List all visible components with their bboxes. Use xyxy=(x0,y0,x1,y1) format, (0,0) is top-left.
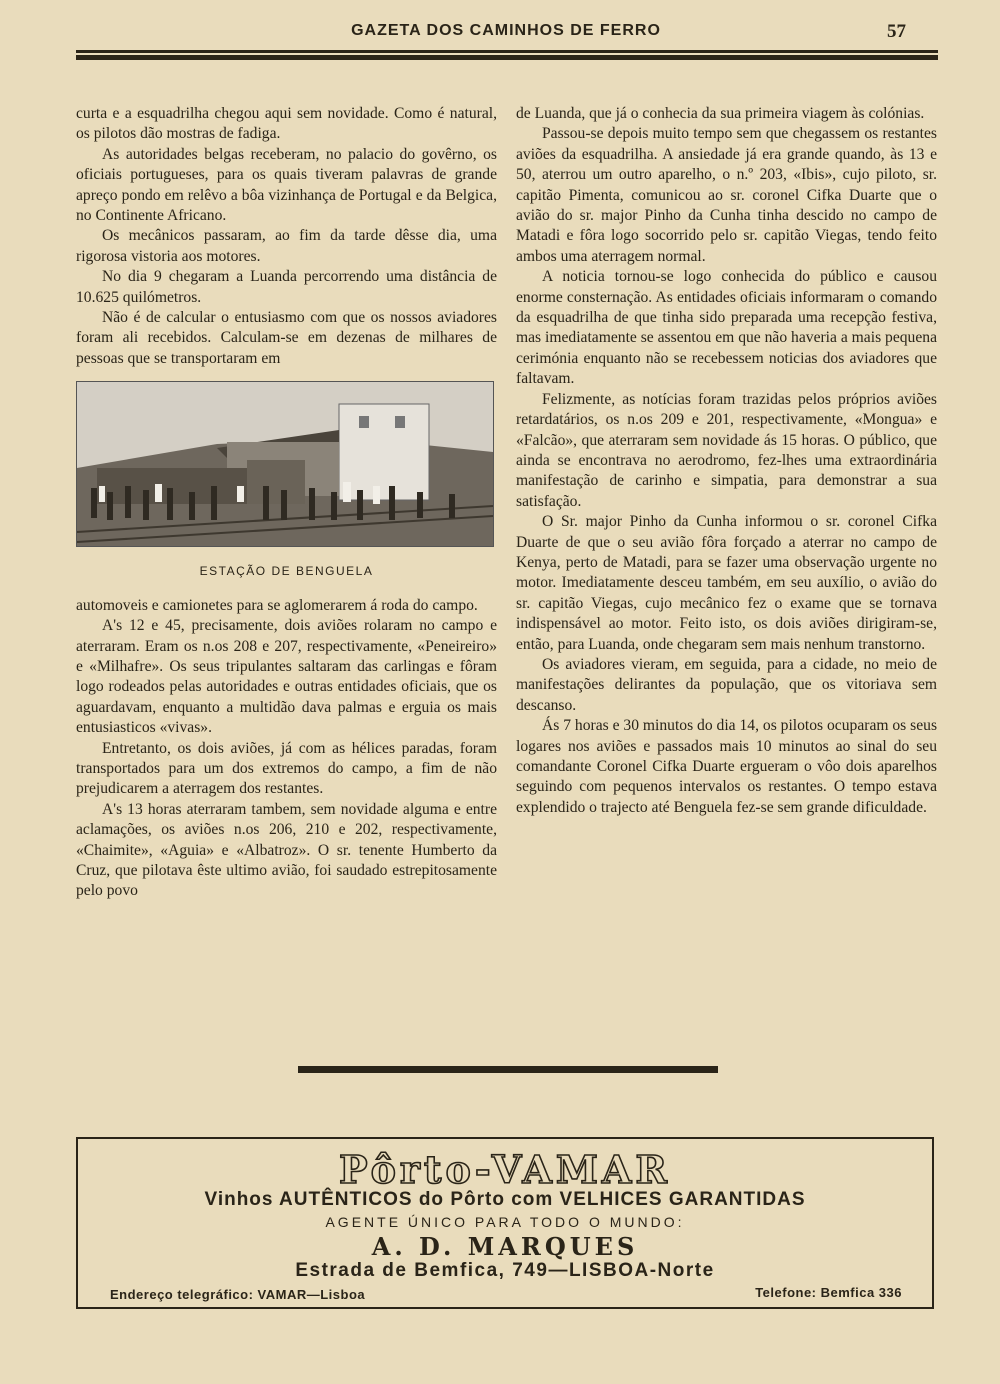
paragraph: Não é de calcular o entusiasmo com que os nossos aviadores foram ali recebidos. Calculam-se em dezenas de milhares de pessoas que se transportaram em xyxy=(76,309,497,367)
paragraph: Os mecânicos passaram, ao fim da tarde dêsse dia, uma rigorosa vistoria aos motores. xyxy=(76,227,497,265)
paragraph: Felizmente, as notícias foram trazidas pelos próprios aviões retardatários, os n.os 209 e 201, respectivamente, «Mongua» e «Falcão», que aterraram sem novidade ás 15 horas. O público, que ainda se encontrava no aerodromo, fez-lhes uma extraordinária manifestação de carinho e simpatia, para demonstrar a sua satisfação. xyxy=(516,390,937,510)
header-rule-thin xyxy=(76,50,938,53)
ad-address: Estrada de Bemfica, 749—LISBOA-Norte xyxy=(295,1260,715,1281)
paragraph: A's 12 e 45, precisamente, dois aviões rolaram no campo e aterraram. Eram os n.os 208 e 207, respectivamente, «Peneireiro» e «Milhafre». Os seus tripulantes saltaram das carlingas e fôram logo rodeados pelas autoridades e outras entidades oficiais, que os aguardavam, enquanto a multidão dava palmas e erguia os mais entusiasticos «vivas». xyxy=(76,617,497,737)
ad-agent-name: A. D. MARQUES xyxy=(371,1232,639,1261)
paragraph: Ás 7 horas e 30 minutos do dia 14, os pilotos ocuparam os seus logares nos aviões e passados mais 10 minutos ao sinal do seu comandante Coronel Cifka Duarte ergueram o vôo dois aparelhos seguindo com pequenos intervalos os restantes. O tempo estava explendido o trajecto até Benguela fez-se sem grande dificuldade. xyxy=(516,717,938,816)
paragraph: O Sr. major Pinho da Cunha informou o sr. coronel Cifka Duarte de que o seu avião fôra forçado a aterrar no campo de Kenya, perto de Matadi, para se fazer uma observação urgente no motor. Imediatamente desceu também, em seu auxílio, o avião do sr. capitão Viegas, cujo mecânico fez o exame que se tornava indispensável ao motor. Feito isto, os dois aviões dirigiram-se, então, para Luanda, onde chegaram sem mais nenhum transtorno. xyxy=(516,513,937,653)
paragraph: automoveis e camionetes para se aglomerarem á roda do campo. xyxy=(76,596,478,614)
paragraph: A noticia tornou-se logo conhecida do público e causou enorme consternação. As entidades oficiais informaram o comando da esquadrilha de que tinha sido preparada uma recepção festiva, mas imediatamente se assentou em que não haveria a mais pequena cerimónia enquanto não se recebessem noticias dos aviadores que faltavam. xyxy=(516,268,937,388)
page-header xyxy=(76,18,936,48)
paragraph: No dia 9 chegaram a Luanda percorrendo uma distância de 10.625 quilómetros. xyxy=(76,268,497,306)
station-illustration xyxy=(77,382,493,546)
advertisement-box xyxy=(76,1137,934,1309)
paragraph: As autoridades belgas receberam, no palacio do govêrno, os oficiais portugueses, para os quais tiveram palavras de grande apreço pondo em relêvo a bôa vizinhança de Portugal e da Belgica, no Continente Africano. xyxy=(76,145,497,225)
ad-brand-name: Pôrto-VAMAR xyxy=(339,1147,671,1192)
photo-caption: ESTAÇÃO DE BENGUELA xyxy=(199,564,374,579)
paragraph: Passou-se depois muito tempo sem que chegassem os restantes aviões da esquadrilha. A ansiedade já era grande quando, às 13 e 50, aterrou um outro aparelho, o n.º 203, «Ibis», cujo piloto, sr. capitão Pimenta, comunicou ao sr. coronel Cifka Duarte que o avião do sr. major Pinho da Cunha tinha descido no campo de Matadi e fôra logo socorrido pelo sr. capitão Viegas, tendo feito ambos uma aterragem normal. xyxy=(516,125,937,265)
left-column xyxy=(76,104,497,902)
station-photo xyxy=(76,381,494,547)
paragraph: Entretanto, os dois aviões, já com as hélices paradas, foram transportados para um dos extremos do campo, a fim de não prejudicarem a aterragem dos restantes. xyxy=(76,739,497,798)
ad-agent-label: AGENTE ÚNICO PARA TODO O MUNDO: xyxy=(325,1214,685,1230)
publication-title: GAZETA DOS CAMINHOS DE FERRO xyxy=(351,22,661,39)
paragraph: Os aviadores vieram, em seguida, para a cidade, no meio de manifestações delirantes da população, que os vitoriava sem descanso. xyxy=(516,655,937,714)
ad-tagline: Vinhos AUTÊNTICOS do Pôrto com VELHICES GARANTIDAS xyxy=(204,1189,806,1210)
right-column xyxy=(516,104,937,818)
paragraph: de Luanda, que já o conhecia da sua primeira viagem às colónias. xyxy=(516,105,925,122)
ad-telegraph-address: Endereço telegráfico: VAMAR—Lisboa xyxy=(110,1287,366,1302)
header-rule-thick xyxy=(76,55,938,60)
section-divider xyxy=(298,1066,718,1073)
ad-phone: Telefone: Bemfica 336 xyxy=(755,1285,902,1300)
page-number: 57 xyxy=(887,21,906,42)
paragraph: curta e a esquadrilha chegou aqui sem novidade. Como é natural, os pilotos dão mostras de fadiga. xyxy=(76,105,497,143)
paragraph: A's 13 horas aterraram tambem, sem novidade alguma e entre aclamações, os aviões n.os 206, 210 e 202, respectivamente, «Chaimite», «Aguia» e «Albatroz». O sr. tenente Humberto da Cruz, que pilotava êste ultimo avião, foi saudado estrepitosamente pelo povo xyxy=(76,800,497,900)
